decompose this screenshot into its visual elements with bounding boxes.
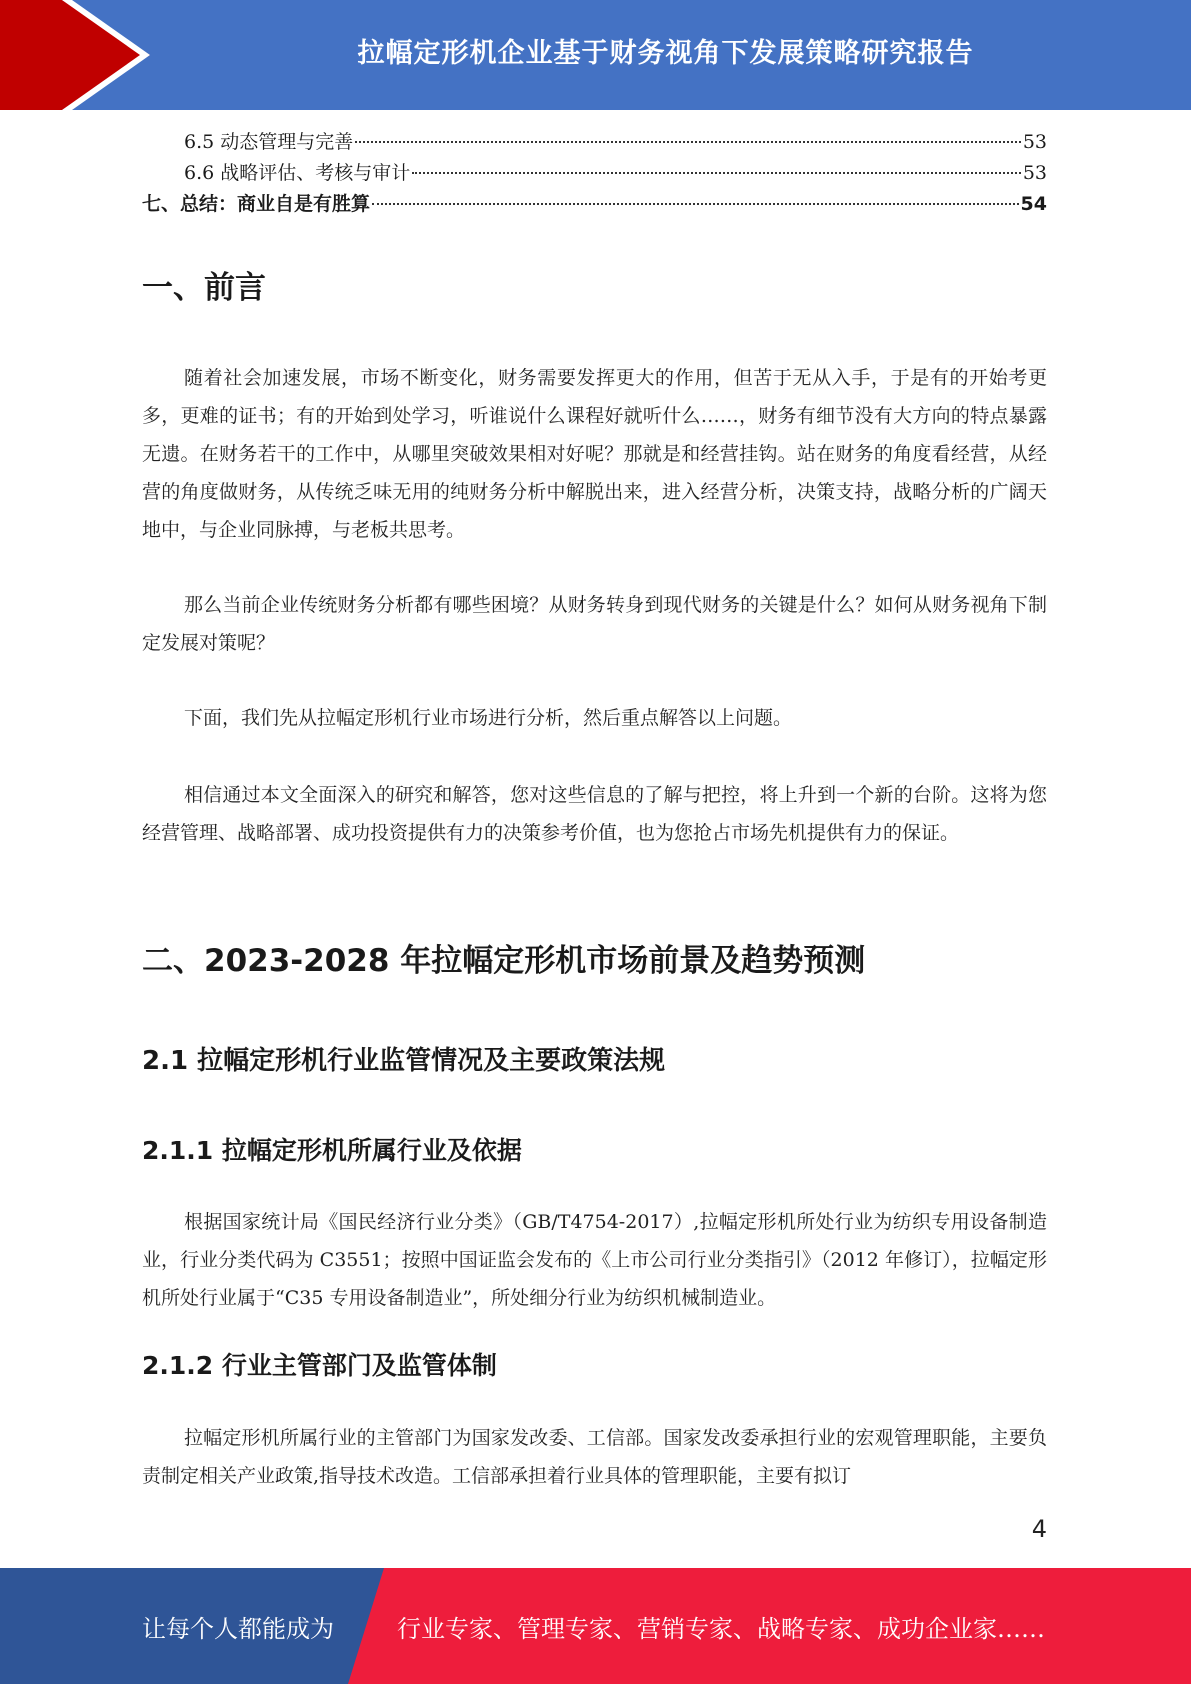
toc-leader-dots bbox=[355, 141, 1021, 143]
toc-entry[interactable] bbox=[142, 158, 1047, 189]
toc-entry-label: 七、总结：商业自是有胜算 bbox=[142, 193, 371, 215]
header-chevron-shape bbox=[0, 0, 150, 110]
paragraph: 下面，我们先从拉幅定形机行业市场进行分析，然后重点解答以上问题。 bbox=[184, 707, 793, 729]
toc-entry-page: 53 bbox=[1022, 131, 1047, 153]
subsection-heading-authority: 2.1.2 行业主管部门及监管体制 bbox=[142, 1351, 497, 1380]
section-heading-preface: 一、前言 bbox=[142, 270, 266, 306]
footer-banner bbox=[0, 1568, 1191, 1684]
toc-leader-dots bbox=[412, 172, 1021, 174]
toc-leader-dots bbox=[372, 203, 1019, 205]
footer-slogan-right: 行业专家、管理专家、营销专家、战略专家、成功企业家…… bbox=[397, 1614, 1045, 1643]
paragraph: 相信通过本文全面深入的研究和解答，您对这些信息的了解与把控，将上升到一个新的台阶。这将为您经营管理、战略部署、成功投资提供有力的决策参考价值，也为您抢占市场先机提供有力的保证。 bbox=[142, 784, 1047, 844]
toc-entry[interactable] bbox=[142, 189, 1047, 220]
footer-slogan-left: 让每个人都能成为 bbox=[142, 1614, 334, 1643]
toc-entry[interactable] bbox=[142, 127, 1047, 158]
paragraph: 拉幅定形机所属行业的主管部门为国家发改委、工信部。国家发改委承担行业的宏观管理职能，主要负责制定相关产业政策,指导技术改造。工信部承担着行业具体的管理职能，主要有拟订 bbox=[142, 1427, 1047, 1487]
toc-entry-page: 54 bbox=[1020, 193, 1047, 215]
subsection-heading-regulation: 2.1 拉幅定形机行业监管情况及主要政策法规 bbox=[142, 1046, 666, 1076]
header-banner bbox=[0, 0, 1191, 110]
paragraph: 那么当前企业传统财务分析都有哪些困境？从财务转身到现代财务的关键是什么？如何从财务视角下制定发展对策呢？ bbox=[142, 594, 1047, 654]
page-number: 4 bbox=[1031, 1515, 1047, 1543]
toc-entry-label: 6.6 战略评估、考核与审计 bbox=[184, 162, 411, 184]
paragraph: 根据国家统计局《国民经济行业分类》（GB/T4754-2017）,拉幅定形机所处行业为纺织专用设备制造业，行业分类代码为 C3551；按照中国证监会发布的《上市公司行业分类指引》（2012 年修订），拉幅定形机所处行业属于“C35 专用设备制造业”，所处细分行业为纺织机械制造业。 bbox=[142, 1211, 1047, 1309]
section-heading-market-outlook: 二、2023-2028 年拉幅定形机市场前景及趋势预测 bbox=[142, 943, 866, 979]
report-title: 拉幅定形机企业基于财务视角下发展策略研究报告 bbox=[357, 37, 974, 69]
subsection-heading-industry-basis: 2.1.1 拉幅定形机所属行业及依据 bbox=[142, 1136, 522, 1165]
paragraph: 随着社会加速发展，市场不断变化，财务需要发挥更大的作用，但苦于无从入手，于是有的开始考更多，更难的证书；有的开始到处学习，听谁说什么课程好就听什么……，财务有细节没有大方向的特点暴露无遗。在财务若干的工作中，从哪里突破效果相对好呢？那就是和经营挂钩。站在财务的角度看经营，从经营的角度做财务，从传统乏味无用的纯财务分析中解脱出来，进入经营分析，决策支持，战略分析的广阔天地中，与企业同脉搏，与老板共思考。 bbox=[142, 367, 1047, 541]
toc-entry-label: 6.5 动态管理与完善 bbox=[184, 131, 354, 153]
toc-entry-page: 53 bbox=[1022, 162, 1047, 184]
table-of-contents bbox=[142, 127, 1047, 220]
